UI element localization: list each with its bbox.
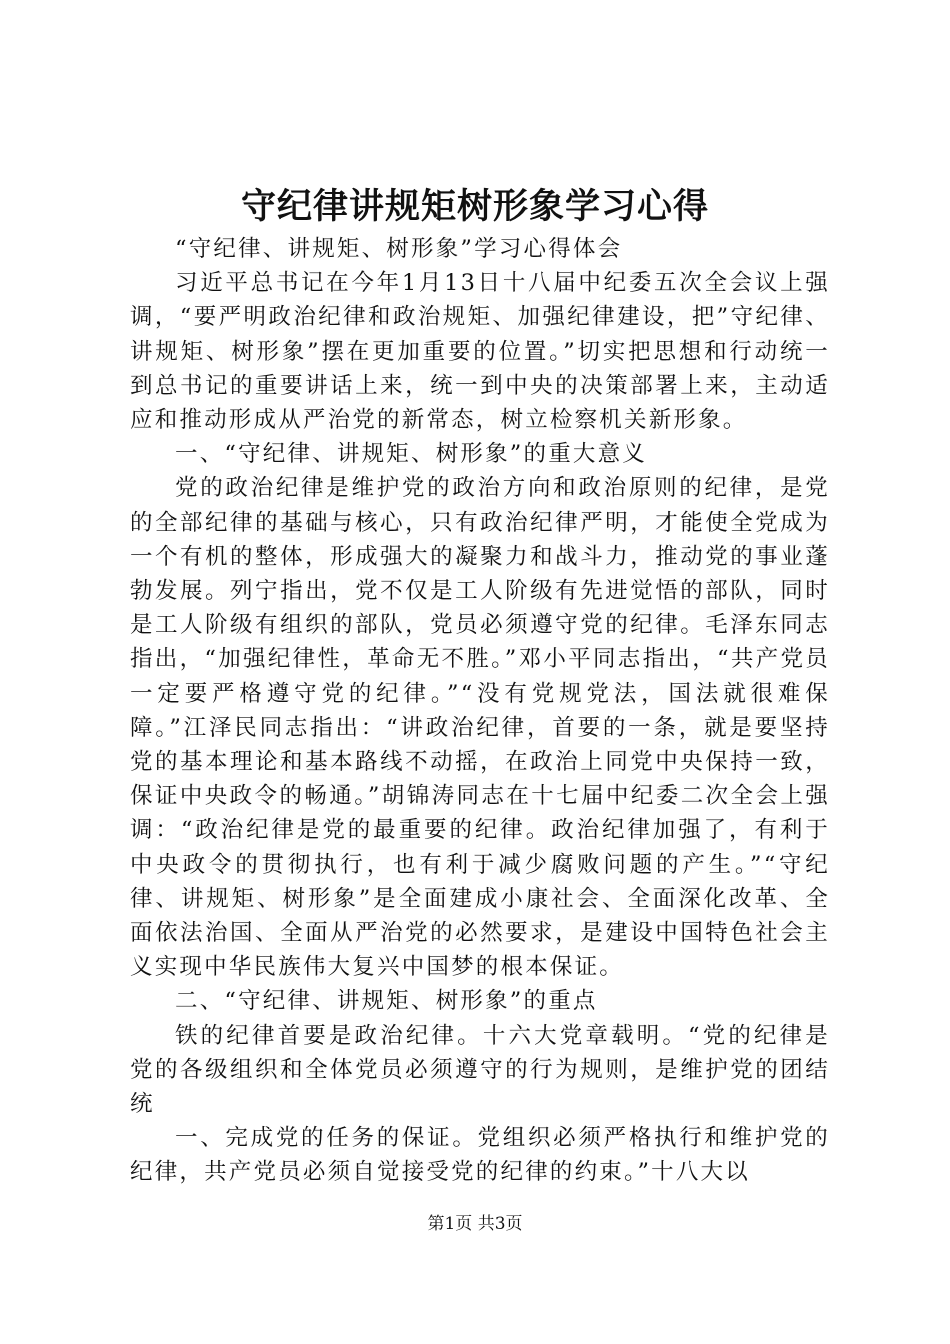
paragraph-political-discipline: 铁的纪律首要是政治纪律。十六大党章载明。“党的纪律是党的各级组织和全体党员必须遵守的行为规则，是维护党的团结统: [130, 1022, 830, 1118]
paragraph-significance: 党的政治纪律是维护党的政治方向和政治原则的纪律，是党的全部纪律的基础与核心，只有政治纪律严明，才能使全党成为一个有机的整体，形成强大的凝聚力和战斗力，推动党的事业蓬勃发展。列宁指出，党不仅是工人阶级有先进觉悟的部队，同时是工人阶级有组织的部队，党员必须遵守党的纪律。毛泽东同志指出，“加强纪律性，革命无不胜。”邓小平同志指出，“共产党员一定要严格遵守党的纪律。”“没有党规党法，国法就很难保障。”江泽民同志指出：“讲政治纪律，首要的一条，就是要坚持党的基本理论和基本路线不动摇，在政治上同党中央保持一致，保证中央政令的畅通。”胡锦涛同志在十七届中纪委二次全会上强调：“政治纪律是党的最重要的纪律。政治纪律加强了，有利于中央政令的贯彻执行，也有利于减少腐败问题的产生。”“守纪律、讲规矩、树形象”是全面建成小康社会、全面深化改革、全面依法治国、全面从严治党的必然要求，是建设中国特色社会主义实现中华民族伟大复兴中国梦的根本保证。: [130, 475, 830, 981]
document-subtitle: “守纪律、讲规矩、树形象”学习心得体会: [175, 236, 623, 262]
paragraph-party-tasks: 一、完成党的任务的保证。党组织必须严格执行和维护党的纪律，共产党员必须自觉接受党的纪律的约束。”十八大以: [130, 1125, 830, 1186]
section-heading-1: 一、“守纪律、讲规矩、树形象”的重大意义: [175, 441, 648, 468]
document-title: 守纪律讲规矩树形象学习心得: [240, 186, 709, 227]
paragraph-intro: 习近平总书记在今年1月13日十八届中纪委五次全会议上强调，“要严明政治纪律和政治规矩、加强纪律建设，把”守纪律、讲规矩、树形象”摆在更加重要的位置。”切实把思想和行动统一到总书记的重要讲话上来，统一到中央的决策部署上来，主动适应和推动形成从严治党的新常态，树立检察机关新形象。: [130, 270, 830, 434]
document-body: [130, 232, 830, 1190]
section-heading-2: 二、“守纪律、讲规矩、树形象”的重点: [175, 988, 598, 1015]
page-number-footer: 第1页 共3页: [427, 1214, 523, 1234]
